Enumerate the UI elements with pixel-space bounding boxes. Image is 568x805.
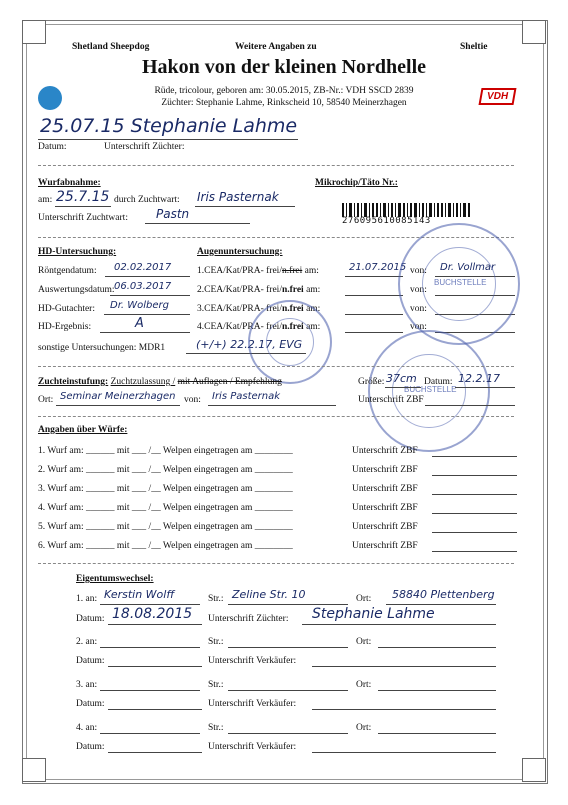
unterschrift-zuechter-label: Unterschrift Züchter:: [104, 142, 185, 152]
datum-label: Datum:: [38, 142, 67, 152]
sonstige-label: sonstige Untersuchungen: MDR1: [38, 343, 166, 353]
augen-von-value: Dr. Vollmar: [440, 262, 496, 273]
eigentum-ort-label: Ort:: [356, 680, 372, 690]
eigentum-datum-label: Datum:: [76, 699, 105, 709]
breeder-info: Züchter: Stephanie Lahme, Rinkscheid 10, 58540 Meinerzhagen: [161, 98, 407, 108]
eigentum-sig-value: Stephanie Lahme: [312, 606, 435, 622]
wurf-row: 6. Wurf am: ______ mit ___ /__ Welpen eingetragen am ________: [38, 541, 293, 551]
hd-row-label: HD-Ergebnis:: [38, 322, 92, 332]
hd-row-label: Röntgendatum:: [38, 266, 97, 276]
eigentum-an-value: Kerstin Wolff: [104, 588, 175, 601]
wurf-row: 2. Wurf am: ______ mit ___ /__ Welpen eingetragen am ________: [38, 465, 293, 475]
wurfabnahme-title: Wurfabnahme:: [38, 178, 101, 188]
eigentum-an-label: 1. an:: [76, 594, 98, 604]
corner-ornament: [22, 20, 46, 44]
wurf-row: 4. Wurf am: ______ mit ___ /__ Welpen eingetragen am ________: [38, 503, 293, 513]
wuerfe-title: Angaben über Würfe:: [38, 425, 128, 435]
zucht-ort-value: Seminar Meinerzhagen: [60, 391, 176, 402]
wurf-row: 3. Wurf am: ______ mit ___ /__ Welpen eingetragen am ________: [38, 484, 293, 494]
dog-name: Hakon von der kleinen Nordhelle: [141, 56, 427, 78]
zucht-von-label: von:: [184, 395, 201, 405]
durch-zuchtwart-label: durch Zuchtwart:: [114, 195, 180, 205]
groesse-label: Größe:: [358, 377, 385, 387]
augen-von-label: von:: [410, 285, 427, 295]
corner-ornament: [22, 758, 46, 782]
hd-row-value: Dr. Wolberg: [110, 300, 169, 311]
hd-row-label: Auswertungsdatum:: [38, 285, 115, 295]
sonstige-value: (+/+) 22.2.17, EVG: [196, 338, 303, 351]
stamp-text: BUCHSTELLE: [404, 385, 457, 394]
eigentum-str-label: Str.:: [208, 723, 224, 733]
zucht-zbf-label: Unterschrift ZBF: [358, 395, 424, 405]
wurf-zbf-label: Unterschrift ZBF: [352, 522, 418, 532]
hd-row-value: 02.02.2017: [114, 262, 172, 273]
chip-number: 276095610085143: [342, 216, 431, 226]
augen-von-label: von:: [410, 266, 427, 276]
augen-row: 1.CEA/Kat/PRA- frei/n.frei am:: [197, 266, 319, 276]
eigentum-ort-label: Ort:: [356, 594, 372, 604]
short-breed-label: Sheltie: [460, 42, 488, 52]
augen-row: 3.CEA/Kat/PRA- frei/n.frei am:: [197, 304, 321, 314]
groesse-value: 37cm: [386, 372, 417, 385]
eigentum-str-label: Str.:: [208, 594, 224, 604]
wurf-row: 5. Wurf am: ______ mit ___ /__ Welpen eingetragen am ________: [38, 522, 293, 532]
eigentum-datum-label: Datum:: [76, 742, 105, 752]
club-stamp: [398, 223, 520, 345]
mikrochip-title: Mikrochip/Täto Nr.:: [315, 178, 398, 188]
zucht-row: Zuchteinstufung: Zuchtzulassung / mit Auflagen / Empfehlung: [38, 377, 282, 387]
eigentum-ort-value: 58840 Plettenberg: [392, 588, 495, 601]
vdh-logo: VDH: [479, 88, 517, 105]
hd-title: HD-Untersuchung:: [38, 247, 117, 257]
wurf-zbf-label: Unterschrift ZBF: [352, 446, 418, 456]
breed-label: Shetland Sheepdog: [72, 42, 150, 52]
barcode: [342, 203, 472, 217]
hd-row-value: A: [135, 316, 144, 331]
augen-von-label: von:: [410, 322, 427, 332]
augen-title: Augenuntersuchung:: [197, 247, 283, 257]
eigentum-datum-label: Datum:: [76, 614, 105, 624]
eigentum-sig-label: Unterschrift Züchter:: [208, 614, 289, 624]
eigentum-str-value: Zeline Str. 10: [232, 588, 306, 601]
wurfabnahme-am-label: am:: [38, 195, 53, 205]
eigentum-ort-label: Ort:: [356, 723, 372, 733]
eigentum-str-label: Str.:: [208, 680, 224, 690]
augen-row: 4.CEA/Kat/PRA- frei/n.frei am:: [197, 322, 321, 332]
augen-am-value: 21.07.2015: [349, 262, 407, 273]
zuchtwart-name: Iris Pasternak: [197, 190, 279, 204]
eigentum-an-label: 4. an:: [76, 723, 98, 733]
eigentum-title: Eigentumswechsel:: [76, 574, 154, 584]
eigentum-str-label: Str.:: [208, 637, 224, 647]
club-stamp: [368, 330, 490, 452]
wurfabnahme-date: 25.7.15: [56, 189, 110, 205]
eigentum-sig-label: Unterschrift Verkäufer:: [208, 656, 297, 666]
eigentum-an-label: 3. an:: [76, 680, 98, 690]
corner-ornament: [522, 20, 546, 44]
augen-row: 2.CEA/Kat/PRA- frei/n.frei am:: [197, 285, 321, 295]
dog-info: Rüde, tricolour, geboren am: 30.05.2015, ZB-Nr.: VDH SSCD 2839: [154, 86, 414, 96]
wurf-zbf-label: Unterschrift ZBF: [352, 465, 418, 475]
breeder-signature-handwritten: 25.07.15 Stephanie Lahme: [40, 115, 298, 137]
hd-row-value: 06.03.2017: [114, 281, 172, 292]
wurf-zbf-label: Unterschrift ZBF: [352, 503, 418, 513]
zucht-datum-value: 12.2.17: [458, 372, 500, 385]
wurf-row: 1. Wurf am: ______ mit ___ /__ Welpen eingetragen am ________: [38, 446, 293, 456]
eigentum-ort-label: Ort:: [356, 637, 372, 647]
eigentum-datum-value: 18.08.2015: [112, 606, 193, 622]
zucht-von-value: Iris Pasternak: [212, 391, 281, 402]
eigentum-datum-label: Datum:: [76, 656, 105, 666]
zucht-ort-label: Ort:: [38, 395, 54, 405]
zuchtwart-signature: Pastn: [156, 207, 190, 221]
eigentum-sig-label: Unterschrift Verkäufer:: [208, 742, 297, 752]
unterschrift-zuchtwart-label: Unterschrift Zuchtwart:: [38, 213, 128, 223]
wurf-zbf-label: Unterschrift ZBF: [352, 541, 418, 551]
eigentum-sig-label: Unterschrift Verkäufer:: [208, 699, 297, 709]
augen-von-label: von:: [410, 304, 427, 314]
stamp-text: BUCHSTELLE: [434, 278, 487, 287]
club-stamp: [248, 300, 332, 384]
wurf-zbf-label: Unterschrift ZBF: [352, 484, 418, 494]
hd-row-label: HD-Gutachter:: [38, 304, 95, 314]
corner-ornament: [522, 758, 546, 782]
eigentum-an-label: 2. an:: [76, 637, 98, 647]
header-center: Weitere Angaben zu: [235, 42, 317, 52]
club-logo-icon: [38, 86, 62, 110]
zucht-datum-label: Datum:: [424, 377, 453, 387]
